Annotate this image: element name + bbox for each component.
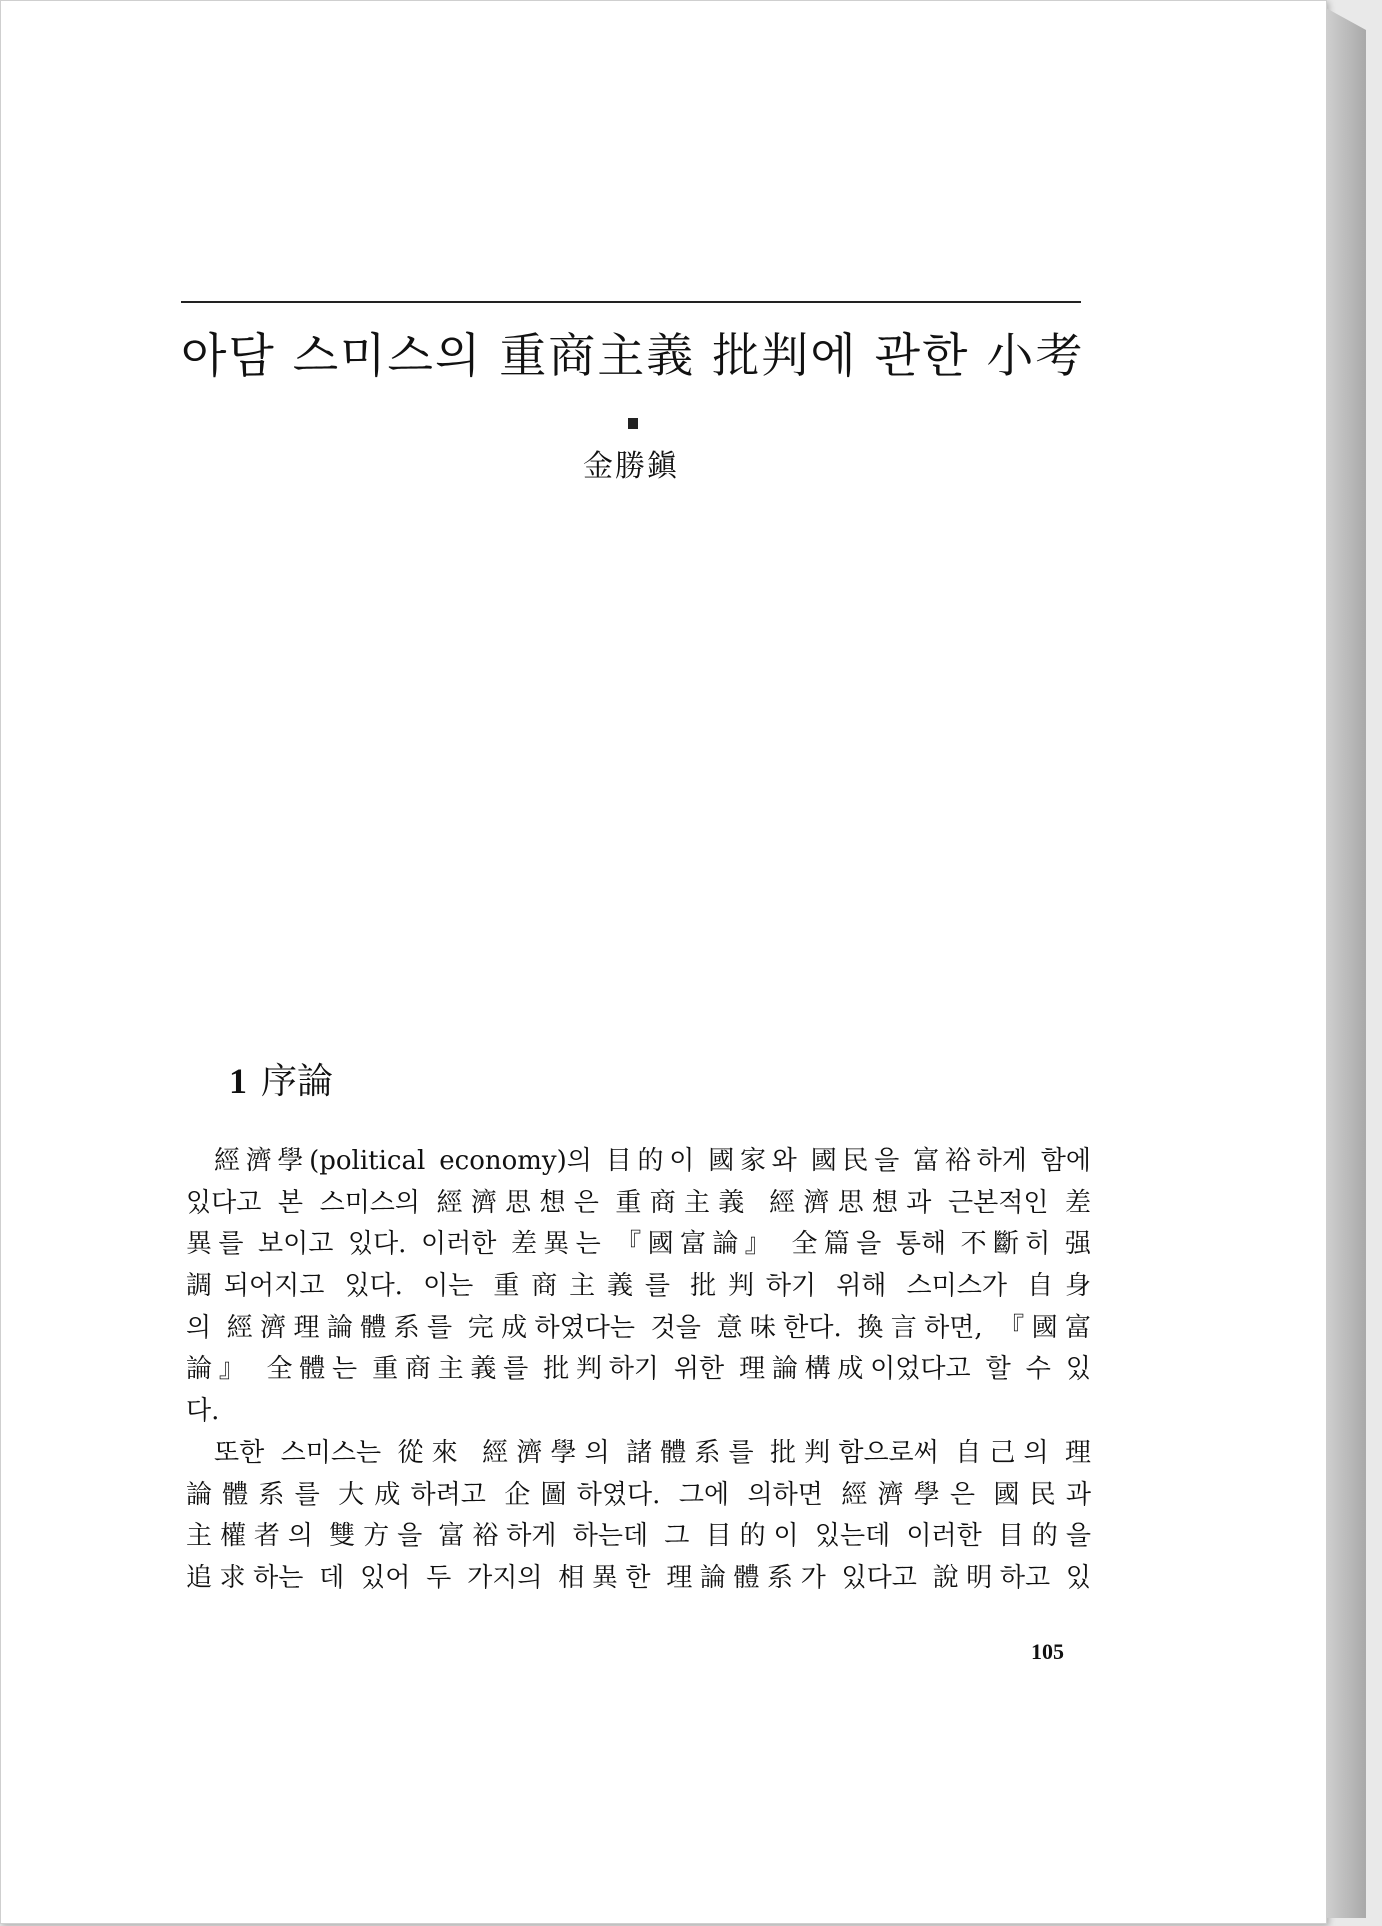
section-heading	[229, 1053, 333, 1104]
title-rule	[181, 301, 1081, 303]
text-line: 또한 스미스는 從來 經濟學의 諸體系를 批判함으로써 自己의 理	[214, 1437, 1091, 1468]
text-line: 調되어지고 있다. 이는 重商主義를 批判하기 위해 스미스가 自身	[186, 1271, 1091, 1302]
text-line: 論』 全體는 重商主義를 批判하기 위한 理論構成이었다고 할 수 있	[186, 1354, 1091, 1385]
text-line: 經濟學(political economy)의 目的이 國家와 國民을 富裕하게 함에	[214, 1146, 1091, 1176]
paragraph	[186, 1433, 1091, 1600]
section-number: 1	[229, 1061, 247, 1101]
page-number: 105	[1031, 1639, 1064, 1664]
text-line: 있다고 본 스미스의 經濟思想은 重商主義 經濟思想과 근본적인 差	[186, 1187, 1091, 1218]
text-line: 의 經濟理論體系를 完成하였다는 것을 意味한다. 換言하면, 『國富	[186, 1312, 1091, 1343]
text-line: 다.	[186, 1396, 220, 1427]
body-text	[186, 1141, 1091, 1600]
page-edge	[1326, 8, 1366, 1918]
article-title: 아담 스미스의 重商主義 批判에 관한 小考	[181, 329, 1085, 384]
text-line: 主權者의 雙方을 富裕하게 하는데 그 目的이 있는데 이러한 目的을	[186, 1521, 1091, 1552]
paragraph	[186, 1141, 1091, 1433]
text-line: 異를 보이고 있다. 이러한 差異는 『國富論』 全篇을 통해 不斷히 强	[186, 1229, 1091, 1260]
author-name: 金勝鎭	[583, 449, 679, 484]
text-line: 追求하는 데 있어 두 가지의 相異한 理論體系가 있다고 說明하고 있	[186, 1562, 1091, 1593]
section-title: 序論	[261, 1061, 334, 1102]
text-line: 論體系를 大成하려고 企圖하였다. 그에 의하면 經濟學은 國民과	[186, 1479, 1091, 1510]
author-footnote-mark	[628, 418, 638, 429]
